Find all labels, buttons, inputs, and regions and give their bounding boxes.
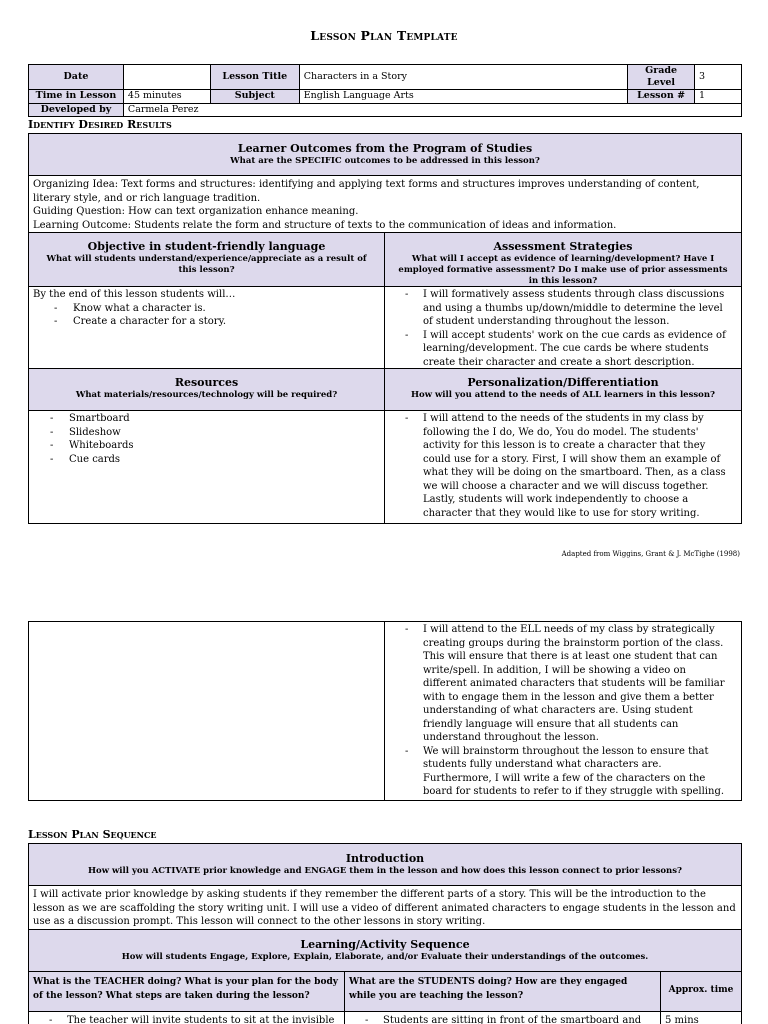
list-item: - I will attend to the needs of the students in my class by following the I do, We do, You do model. The students' activity for this lesson is to create a character that they could use for a story. First, I will show them an example of what they will be doing on the smartboard. Then, as a class we will choose a character and we will discuss together. Lastly, students will work independently to choose a character that they would like to use for story writing. bbox=[385, 412, 731, 520]
lesson-sequence-heading: Lesson Plan Sequence bbox=[28, 828, 157, 841]
teacher-column-head: What is the TEACHER doing? What is your plan for the body of the lesson? What steps are taken during the lesson? bbox=[29, 972, 345, 1011]
list-item: - I will accept students' work on the cue cards as evidence of learning/development. The cue cards be where students create their character and create a short description. bbox=[385, 329, 727, 370]
list-item: - We will brainstorm throughout the lesson to ensure that students fully understand what characters are. Furthermore, I will write a few of the characters on the board for students to refer to if they struggle with spelling. bbox=[385, 745, 731, 799]
grade-level-label: Grade Level bbox=[628, 65, 695, 90]
objective-title: Objective in student-friendly language bbox=[87, 240, 326, 253]
time-column-head: Approx. time bbox=[668, 985, 734, 995]
grade-level-value: 3 bbox=[695, 65, 742, 90]
lesson-title-label: Lesson Title bbox=[210, 65, 299, 90]
lesson-number-value: 1 bbox=[695, 90, 742, 104]
activity-column-headers bbox=[29, 972, 741, 1012]
resources-list bbox=[29, 412, 384, 466]
outcomes-subtitle: What are the SPECIFIC outcomes to be addressed in this lesson? bbox=[230, 156, 540, 166]
resources-subtitle: What materials/resources/technology will be required? bbox=[75, 390, 338, 400]
outcomes-header bbox=[29, 134, 741, 176]
continued-list bbox=[385, 623, 731, 799]
list-item: - I will formatively assess students through class discussions and using a thumbs up/down/middle to determine the level of student understanding throughout the lesson. bbox=[385, 288, 727, 329]
info-row bbox=[29, 103, 742, 117]
lesson-info-table bbox=[28, 64, 742, 117]
list-item: - I will attend to the ELL needs of my class by strategically creating groups during the brainstorm portion of the class. This will ensure that there is at least one student that can write/spell. In addition, I will be showing a video on different animated characters that students will be familiar with to engage them in the lesson and give them a better understanding of what characters are. Using student friendly language will ensure that all students can understand throughout the lesson. bbox=[385, 623, 731, 745]
continued-row bbox=[29, 622, 741, 800]
students-column-head: What are the STUDENTS doing? How are they engaged while you are teaching the lesson? bbox=[345, 972, 661, 1011]
teacher-cell bbox=[29, 1012, 345, 1024]
activity-header bbox=[29, 930, 741, 972]
credit-note: Adapted from Wiggins, Grant & J. McTighe (1998) bbox=[561, 550, 740, 558]
personalization-subtitle: How will you attend to the needs of ALL learners in this lesson? bbox=[411, 390, 715, 400]
objective-assessment-header bbox=[29, 233, 741, 287]
list-item: - Smartboard bbox=[29, 412, 384, 426]
outcomes-body bbox=[29, 176, 741, 233]
guiding-question: Guiding Question: How can text organization enhance meaning. bbox=[33, 206, 359, 217]
activity-row bbox=[29, 1012, 741, 1024]
objective-assessment-body bbox=[29, 287, 741, 369]
list-item: - Whiteboards bbox=[29, 439, 384, 453]
assessment-header bbox=[385, 233, 741, 286]
resources-personal-header bbox=[29, 369, 741, 411]
introduction-title: Introduction bbox=[345, 852, 425, 865]
subject-value: English Language Arts bbox=[299, 90, 627, 104]
list-item: - Cue cards bbox=[29, 453, 384, 467]
time-value: 45 minutes bbox=[123, 90, 210, 104]
outcomes-title: Learner Outcomes from the Program of Studies bbox=[237, 142, 533, 155]
continued-table bbox=[28, 621, 742, 801]
assessment-body bbox=[385, 287, 741, 368]
personalization-list bbox=[385, 412, 731, 520]
date-label: Date bbox=[29, 65, 124, 90]
personalization-title: Personalization/Differentiation bbox=[467, 376, 659, 389]
introduction-body: I will activate prior knowledge by asking students if they remember the different parts of a story. This will be the introduction to the lesson as we are scaffolding the story writing unit. I will use a video of different animated characters to engage students in the lesson and use as a discussion prompt. This lesson will connect to the other lessons in story writing. bbox=[29, 886, 741, 930]
info-row bbox=[29, 65, 742, 90]
resources-title: Resources bbox=[174, 376, 239, 389]
introduction-subtitle: How will you ACTIVATE prior knowledge and ENGAGE them in the lesson and how does this lesson connect to prior lessons? bbox=[88, 866, 682, 876]
activity-subtitle: How will students Engage, Explore, Explain, Elaborate, and/or Evaluate their understandings of the outcomes. bbox=[121, 952, 649, 962]
objective-list bbox=[33, 302, 380, 329]
objective-subtitle: What will students understand/experience/appreciate as a result of this lesson? bbox=[46, 254, 367, 275]
activity-title: Learning/Activity Sequence bbox=[300, 938, 470, 951]
assessment-subtitle: What will I accept as evidence of learning/development? Have I employed formative assessment? Do I make use of prior assessments in this lesson? bbox=[398, 254, 728, 286]
learning-outcome: Learning Outcome: Students relate the form and structure of texts to the communication of ideas and information. bbox=[33, 219, 617, 231]
developed-by-label: Developed by bbox=[29, 103, 124, 117]
personalization-header bbox=[385, 369, 741, 410]
students-cell bbox=[345, 1012, 661, 1024]
assessment-list bbox=[385, 288, 727, 369]
objective-body bbox=[29, 287, 385, 368]
resources-body bbox=[29, 411, 385, 523]
date-value bbox=[123, 65, 210, 90]
developed-by-value: Carmela Perez bbox=[123, 103, 741, 117]
time-cell: 5 mins bbox=[665, 1015, 699, 1024]
lesson-number-label: Lesson # bbox=[628, 90, 695, 104]
list-item: - Know what a character is. bbox=[33, 302, 380, 316]
continued-left-empty bbox=[29, 622, 385, 800]
info-row bbox=[29, 90, 742, 104]
resources-header bbox=[29, 369, 385, 410]
list-item: - The teacher will invite students to sit at the invisible bbox=[29, 1014, 344, 1024]
introduction-header bbox=[29, 844, 741, 886]
time-label: Time in Lesson bbox=[29, 90, 124, 104]
personalization-body bbox=[385, 411, 741, 523]
continued-right bbox=[385, 622, 741, 800]
subject-label: Subject bbox=[210, 90, 299, 104]
lesson-title-value: Characters in a Story bbox=[299, 65, 627, 90]
resources-personal-body bbox=[29, 411, 741, 523]
identify-results-heading: Identify Desired Results bbox=[28, 118, 172, 131]
list-item: - Slideshow bbox=[29, 426, 384, 440]
objective-header bbox=[29, 233, 385, 286]
objective-intro: By the end of this lesson students will… bbox=[33, 289, 236, 300]
assessment-title: Assessment Strategies bbox=[493, 240, 633, 253]
sequence-table bbox=[28, 843, 742, 1024]
page-title: Lesson Plan Template bbox=[310, 28, 458, 43]
desired-results-table bbox=[28, 133, 742, 524]
list-item: - Students are sitting in front of the smartboard and bbox=[345, 1014, 660, 1024]
organizing-idea: Organizing Idea: Text forms and structures: identifying and applying text forms and structures improves understanding of content, literary style, and or rich language tradition. bbox=[33, 179, 700, 204]
list-item: - Create a character for a story. bbox=[33, 315, 380, 329]
